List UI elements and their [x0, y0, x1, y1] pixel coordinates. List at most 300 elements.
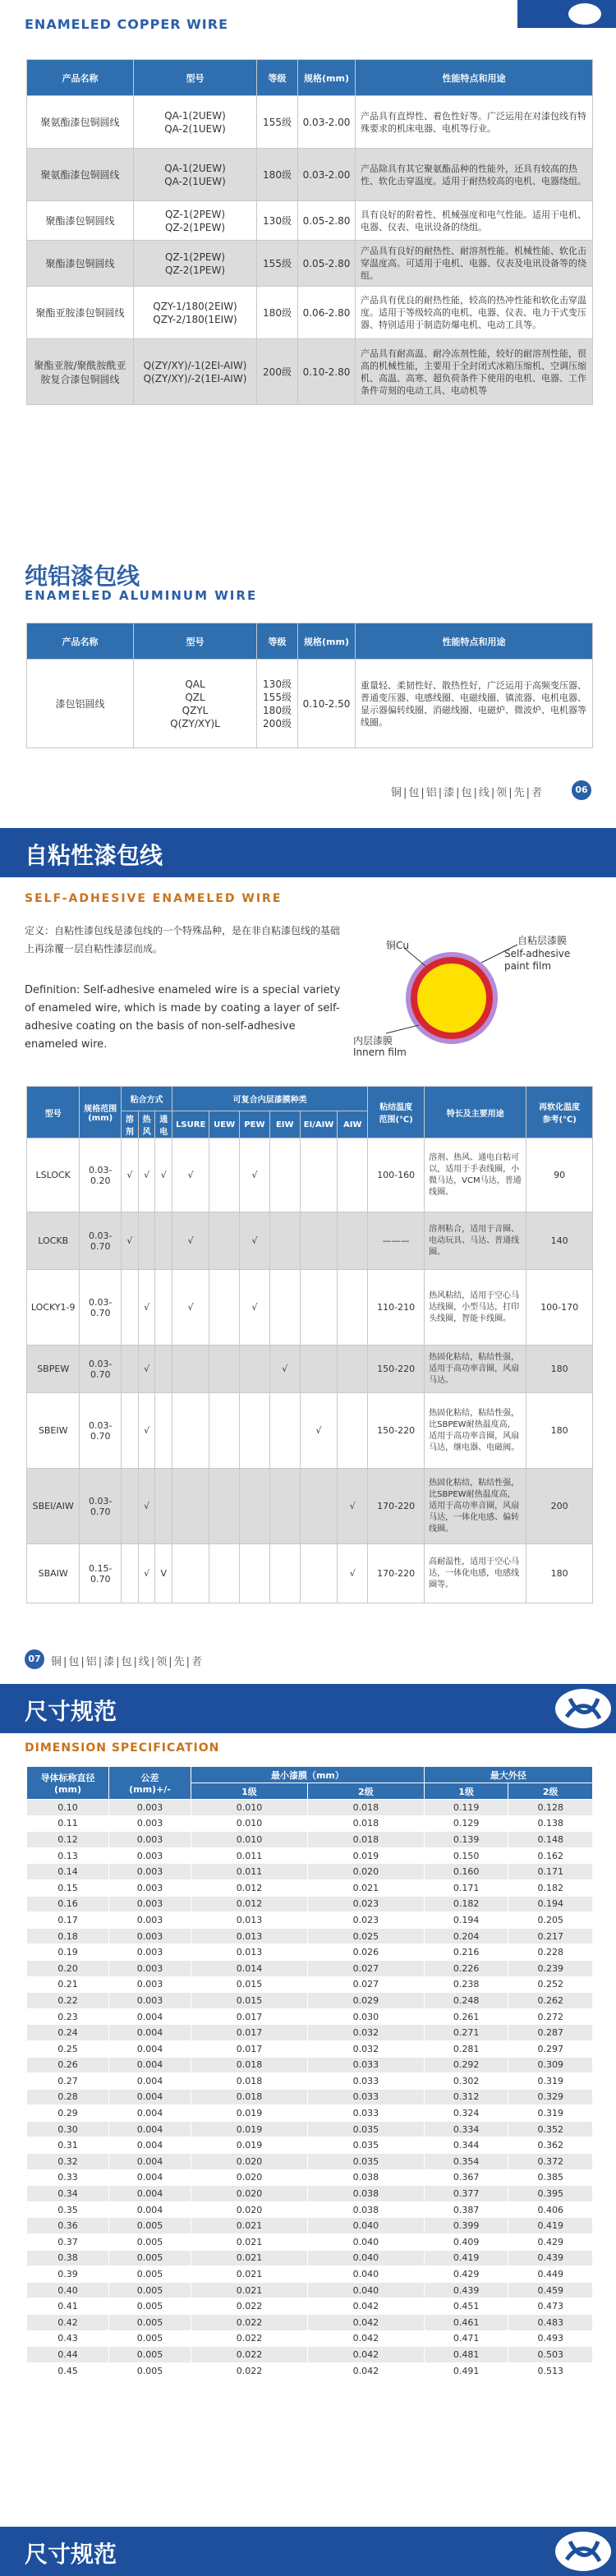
spec: 0.06-2.80 [298, 287, 356, 339]
max-od-grade-2: 0.239 [508, 1960, 593, 1976]
tolerance: 0.004 [109, 2008, 191, 2025]
header-range: 规格范围 (mm) [80, 1087, 122, 1138]
range: 0.03- 0.70 [80, 1212, 122, 1270]
spec: 0.05-2.80 [298, 241, 356, 287]
min-film-grade-1: 0.021 [191, 2218, 308, 2234]
grade: 130级 155级 180级 200级 [257, 660, 298, 748]
tolerance: 0.003 [109, 1944, 191, 1961]
description: 热固化粘结，粘结性强，比SBPEW耐热温度高，适用于高功率音圈，风扇马达，一体化电感、偏转线圈。 [425, 1469, 526, 1544]
footer-slogan-1: 铜|包|铝|漆|包|线|领|先|者 [391, 787, 545, 799]
model: Q(ZY/XY)/-1(2EI-AIW) Q(ZY/XY)/-2(1EI-AIW) [134, 339, 257, 405]
base-mark [338, 1138, 368, 1212]
max-od-grade-2: 0.252 [508, 1976, 593, 1993]
range: 0.03- 0.70 [80, 1469, 122, 1544]
header-base-1: UEW [209, 1111, 240, 1138]
dimension-banner-bottom [0, 2527, 616, 2576]
min-film-grade-1: 0.019 [191, 2121, 308, 2137]
diameter: 0.18 [27, 1928, 109, 1944]
header-soft: 再软化温度 参考(℃) [526, 1087, 593, 1138]
table-row [27, 2298, 593, 2315]
bond-temperature: 110-210 [368, 1270, 425, 1346]
max-od-grade-2: 0.329 [508, 2089, 593, 2105]
max-od-grade-2: 0.459 [508, 2282, 593, 2298]
header-max-od: 最大外径 [424, 1767, 592, 1783]
max-od-grade-1: 0.399 [424, 2218, 508, 2234]
bond-mark [122, 1544, 139, 1603]
max-od-grade-1: 0.261 [424, 2008, 508, 2025]
header-bond-group: 粘合方式 [122, 1087, 172, 1111]
min-film-grade-2: 0.018 [307, 1832, 424, 1848]
max-od-grade-1: 0.248 [424, 1993, 508, 2009]
product-name: 聚酯漆包铜圆线 [27, 201, 134, 241]
min-film-grade-2: 0.029 [307, 1993, 424, 2009]
tolerance: 0.004 [109, 2137, 191, 2154]
max-od-grade-1: 0.216 [424, 1944, 508, 1961]
table-row [27, 1800, 593, 1816]
model: LSLOCK [27, 1138, 80, 1212]
max-od-grade-2: 0.406 [508, 2201, 593, 2218]
max-od-grade-2: 0.319 [508, 2105, 593, 2122]
base-mark [338, 1346, 368, 1393]
bond-mark [122, 1270, 139, 1346]
range: 0.03- 0.70 [80, 1346, 122, 1393]
min-film-grade-2: 0.019 [307, 1847, 424, 1864]
bond-mark: √ [122, 1212, 139, 1270]
grade: 155级 [257, 96, 298, 149]
description: 溶剂、热风、通电自粘可以，适用于手表线圈，小微马达，VCM马达，普通线圈。 [425, 1138, 526, 1212]
tolerance: 0.003 [109, 1864, 191, 1880]
tolerance: 0.004 [109, 2040, 191, 2057]
model: LOCKB [27, 1212, 80, 1270]
base-mark [269, 1393, 300, 1469]
min-film-grade-1: 0.012 [191, 1896, 308, 1912]
base-mark: √ [269, 1346, 300, 1393]
min-film-grade-2: 0.038 [307, 2169, 424, 2186]
dimension-banner-title: 尺寸规范 [25, 1698, 117, 1725]
tolerance: 0.005 [109, 2218, 191, 2234]
table-row [27, 1544, 593, 1603]
max-od-grade-2: 0.439 [508, 2250, 593, 2266]
table-row [27, 2105, 593, 2122]
max-od-grade-1: 0.194 [424, 1912, 508, 1929]
table-row [27, 1393, 593, 1469]
min-film-grade-2: 0.033 [307, 2073, 424, 2090]
table-row [27, 1212, 593, 1270]
header-model: 型号 [27, 1087, 80, 1138]
spec: 0.05-2.80 [298, 201, 356, 241]
max-od-grade-2: 0.473 [508, 2298, 593, 2315]
min-film-grade-1: 0.011 [191, 1864, 308, 1880]
min-film-grade-2: 0.023 [307, 1896, 424, 1912]
grade: 155级 [257, 241, 298, 287]
product-name: 漆包铝圆线 [27, 660, 134, 748]
min-film-grade-2: 0.018 [307, 1800, 424, 1816]
model: QZ-1(2PEW) QZ-2(1PEW) [134, 241, 257, 287]
diameter: 0.31 [27, 2137, 109, 2154]
table-row [27, 2266, 593, 2283]
table-row [27, 149, 593, 201]
tolerance: 0.003 [109, 1832, 191, 1848]
max-od-grade-2: 0.217 [508, 1928, 593, 1944]
header-base-4: EI/AIW [300, 1111, 338, 1138]
table-row [27, 2201, 593, 2218]
resoftening-temperature: 100-170 [526, 1270, 593, 1346]
table-row [27, 2121, 593, 2137]
table-row [27, 1928, 593, 1944]
bond-mark [122, 1346, 139, 1393]
diameter: 0.38 [27, 2250, 109, 2266]
min-film-grade-1: 0.020 [191, 2201, 308, 2218]
header-temp: 粘结温度 范围(℃) [368, 1087, 425, 1138]
diameter: 0.30 [27, 2121, 109, 2137]
wire-cross-section-diagram [353, 936, 600, 1060]
base-mark: √ [240, 1270, 270, 1346]
base-mark [269, 1270, 300, 1346]
description: 产品具有直焊性、着色性好等。广泛运用在对漆包线有特殊要求的机床电器、电机等行业。 [356, 96, 593, 149]
base-mark [300, 1346, 338, 1393]
range: 0.03- 0.70 [80, 1270, 122, 1346]
header-bond-0: 溶剂 [122, 1111, 139, 1138]
diameter: 0.23 [27, 2008, 109, 2025]
bottom-banner-title: 尺寸规范 [25, 2541, 117, 2568]
grade: 200级 [257, 339, 298, 405]
diameter: 0.10 [27, 1800, 109, 1816]
header-tolerance: 公差 (mm)+/- [109, 1767, 191, 1800]
resoftening-temperature: 200 [526, 1469, 593, 1544]
model: QA-1(2UEW) QA-2(1UEW) [134, 96, 257, 149]
diameter: 0.25 [27, 2040, 109, 2057]
min-film-grade-1: 0.017 [191, 2008, 308, 2025]
tolerance: 0.004 [109, 2201, 191, 2218]
table-row [27, 2282, 593, 2298]
min-film-grade-1: 0.020 [191, 2169, 308, 2186]
diameter: 0.26 [27, 2057, 109, 2073]
max-od-grade-2: 0.272 [508, 2008, 593, 2025]
min-film-grade-1: 0.021 [191, 2250, 308, 2266]
label-inner-cn: 内层漆膜 [353, 1035, 393, 1046]
tolerance: 0.003 [109, 1800, 191, 1816]
max-od-grade-2: 0.128 [508, 1800, 593, 1816]
min-film-grade-1: 0.013 [191, 1944, 308, 1961]
min-film-grade-1: 0.022 [191, 2362, 308, 2379]
brand-logo [509, 2527, 616, 2576]
max-od-grade-1: 0.334 [424, 2121, 508, 2137]
table-row [27, 1896, 593, 1912]
max-od-grade-2: 0.148 [508, 1832, 593, 1848]
tolerance: 0.003 [109, 1960, 191, 1976]
aluminum-header-row [27, 623, 593, 660]
diameter: 0.14 [27, 1864, 109, 1880]
base-mark [269, 1138, 300, 1212]
max-od-grade-2: 0.429 [508, 2234, 593, 2251]
bond-mark [155, 1393, 172, 1469]
table-row [27, 2089, 593, 2105]
base-mark [172, 1544, 209, 1603]
table-row [27, 2025, 593, 2041]
min-film-grade-1: 0.012 [191, 1879, 308, 1896]
resoftening-temperature: 180 [526, 1346, 593, 1393]
diameter: 0.44 [27, 2347, 109, 2363]
tolerance: 0.004 [109, 2169, 191, 2186]
max-od-grade-2: 0.228 [508, 1944, 593, 1961]
min-film-grade-1: 0.010 [191, 1800, 308, 1816]
model: LOCKY1-9 [27, 1270, 80, 1346]
min-film-grade-1: 0.021 [191, 2266, 308, 2283]
model: SBPEW [27, 1346, 80, 1393]
table-row [27, 2008, 593, 2025]
max-od-grade-1: 0.409 [424, 2234, 508, 2251]
tolerance: 0.005 [109, 2362, 191, 2379]
max-od-grade-1: 0.150 [424, 1847, 508, 1864]
diameter: 0.29 [27, 2105, 109, 2122]
header-base-0: LSURE [172, 1111, 209, 1138]
tolerance: 0.004 [109, 2154, 191, 2170]
definition-en: Definition: Self-adhesive enameled wire is a special variety of enameled wire, which is made by coating a layer of self-adhesive coating on the basis of non-self-adhesive enameled wire. [25, 984, 341, 1051]
max-od-grade-2: 0.205 [508, 1912, 593, 1929]
diameter: 0.16 [27, 1896, 109, 1912]
max-od-grade-1: 0.344 [424, 2137, 508, 2154]
table-row [27, 2234, 593, 2251]
dimension-banner [0, 1684, 616, 1733]
table-row [27, 2073, 593, 2090]
range: 0.03- 0.70 [80, 1393, 122, 1469]
max-od-grade-2: 0.385 [508, 2169, 593, 2186]
max-od-grade-1: 0.171 [424, 1879, 508, 1896]
description: 产品具有良好的耐热性、耐溶剂性能、机械性能、软化击穿温度高。可适用于电机、电器、仪表及电讯设备等的绕组。 [356, 241, 593, 287]
bond-temperature: ——— [368, 1212, 425, 1270]
bond-mark: √ [138, 1138, 155, 1212]
bond-mark: √ [138, 1544, 155, 1603]
page-number-1: 06 [572, 780, 591, 800]
header-base-2: PEW [240, 1111, 270, 1138]
min-film-grade-2: 0.040 [307, 2266, 424, 2283]
diameter: 0.39 [27, 2266, 109, 2283]
tolerance: 0.003 [109, 1912, 191, 1929]
diameter: 0.43 [27, 2330, 109, 2347]
max-od-grade-1: 0.302 [424, 2073, 508, 2090]
max-od-grade-1: 0.139 [424, 1832, 508, 1848]
base-mark [338, 1270, 368, 1346]
base-mark: √ [240, 1212, 270, 1270]
table-row [27, 2347, 593, 2363]
header-grade-2: 2级 [508, 1783, 593, 1800]
table-row [27, 1864, 593, 1880]
header-product-name: 产品名称 [27, 623, 134, 660]
max-od-grade-2: 0.262 [508, 1993, 593, 2009]
bond-mark: √ [122, 1138, 139, 1212]
tolerance: 0.003 [109, 1928, 191, 1944]
description: 产品除具有其它聚氨酯品种的性能外，还具有较高的热性、软化击穿温度。适用于耐热较高的电机、电器绕组。 [356, 149, 593, 201]
model: SBEIW [27, 1393, 80, 1469]
max-od-grade-2: 0.309 [508, 2057, 593, 2073]
min-film-grade-1: 0.021 [191, 2234, 308, 2251]
min-film-grade-2: 0.032 [307, 2040, 424, 2057]
min-film-grade-1: 0.015 [191, 1976, 308, 1993]
tolerance: 0.004 [109, 2121, 191, 2137]
base-mark: √ [338, 1469, 368, 1544]
header-spec: 规格(mm) [298, 60, 356, 96]
tolerance: 0.005 [109, 2330, 191, 2347]
min-film-grade-2: 0.033 [307, 2089, 424, 2105]
tolerance: 0.005 [109, 2234, 191, 2251]
max-od-grade-1: 0.429 [424, 2266, 508, 2283]
min-film-grade-2: 0.038 [307, 2186, 424, 2202]
max-od-grade-2: 0.352 [508, 2121, 593, 2137]
max-od-grade-1: 0.182 [424, 1896, 508, 1912]
label-copper: 铜Cu [386, 940, 409, 951]
header-base-3: EIW [269, 1111, 300, 1138]
label-self-adhesive-en: Self-adhesive paint film [504, 948, 571, 972]
description: 热风粘结，适用于空心马达线圈，小型马达，打印头线圈，智能卡线圈。 [425, 1270, 526, 1346]
header-base-group: 可复合内层漆膜种类 [172, 1087, 368, 1111]
tolerance: 0.003 [109, 1879, 191, 1896]
spec: 0.03-2.00 [298, 149, 356, 201]
min-film-grade-2: 0.035 [307, 2121, 424, 2137]
diameter: 0.15 [27, 1879, 109, 1896]
table-row [27, 1879, 593, 1896]
header-diameter: 导体标称直径 (mm) [27, 1767, 109, 1800]
max-od-grade-2: 0.138 [508, 1815, 593, 1832]
max-od-grade-1: 0.312 [424, 2089, 508, 2105]
max-od-grade-1: 0.451 [424, 2298, 508, 2315]
model: QAL QZL QZYL Q(ZY/XY)L [134, 660, 257, 748]
bond-mark [155, 1346, 172, 1393]
base-mark [209, 1346, 240, 1393]
header-grade-2: 2级 [307, 1783, 424, 1800]
table-row [27, 1815, 593, 1832]
min-film-grade-2: 0.038 [307, 2201, 424, 2218]
diameter: 0.11 [27, 1815, 109, 1832]
base-mark [240, 1544, 270, 1603]
resoftening-temperature: 180 [526, 1393, 593, 1469]
min-film-grade-2: 0.042 [307, 2362, 424, 2379]
tolerance: 0.003 [109, 1976, 191, 1993]
max-od-grade-1: 0.367 [424, 2169, 508, 2186]
min-film-grade-2: 0.033 [307, 2057, 424, 2073]
max-od-grade-1: 0.129 [424, 1815, 508, 1832]
table-row [27, 2315, 593, 2331]
bond-temperature: 150-220 [368, 1393, 425, 1469]
tolerance: 0.004 [109, 2057, 191, 2073]
brand-logo [509, 1684, 616, 1733]
tolerance: 0.004 [109, 2186, 191, 2202]
max-od-grade-1: 0.471 [424, 2330, 508, 2347]
table-row [27, 1976, 593, 1993]
diameter: 0.33 [27, 2169, 109, 2186]
table-row [27, 1912, 593, 1929]
table-row [27, 1346, 593, 1393]
min-film-grade-1: 0.010 [191, 1815, 308, 1832]
table-row [27, 2137, 593, 2154]
max-od-grade-1: 0.226 [424, 1960, 508, 1976]
tolerance: 0.005 [109, 2315, 191, 2331]
bond-mark [122, 1469, 139, 1544]
max-od-grade-2: 0.483 [508, 2315, 593, 2331]
header-features: 性能特点和用途 [356, 60, 593, 96]
base-mark [338, 1212, 368, 1270]
aluminum-title-en: ENAMELED ALUMINUM WIRE [25, 588, 258, 603]
min-film-grade-1: 0.022 [191, 2315, 308, 2331]
min-film-grade-2: 0.040 [307, 2282, 424, 2298]
min-film-grade-2: 0.040 [307, 2218, 424, 2234]
max-od-grade-1: 0.491 [424, 2362, 508, 2379]
max-od-grade-1: 0.419 [424, 2250, 508, 2266]
model: SBAIW [27, 1544, 80, 1603]
copper-section-title: ENAMELED COPPER WIRE [25, 16, 228, 32]
table-row [27, 241, 593, 287]
tolerance: 0.003 [109, 1847, 191, 1864]
max-od-grade-2: 0.419 [508, 2218, 593, 2234]
max-od-grade-2: 0.372 [508, 2154, 593, 2170]
max-od-grade-2: 0.297 [508, 2040, 593, 2057]
bond-temperature: 150-220 [368, 1346, 425, 1393]
diameter: 0.28 [27, 2089, 109, 2105]
max-od-grade-1: 0.271 [424, 2025, 508, 2041]
model: QZY-1/180(2EIW) QZY-2/180(1EIW) [134, 287, 257, 339]
max-od-grade-2: 0.513 [508, 2362, 593, 2379]
min-film-grade-1: 0.015 [191, 1993, 308, 2009]
bond-mark: V [155, 1544, 172, 1603]
description: 产品具有优良的耐热性能，较高的热冲性能和软化击穿温度。适用于等级较高的电机、电器、仪表、电力干式变压器、特别适用于制造防爆电机、电动工具等。 [356, 287, 593, 339]
base-mark: √ [172, 1270, 209, 1346]
product-name: 聚酯漆包铜圆线 [27, 241, 134, 287]
aluminum-title-cn: 纯铝漆包线 [25, 563, 140, 590]
model: SBEI/AIW [27, 1469, 80, 1544]
table-row [27, 2218, 593, 2234]
diameter: 0.32 [27, 2154, 109, 2170]
base-mark [300, 1469, 338, 1544]
table-row [27, 1469, 593, 1544]
table-row [27, 2186, 593, 2202]
max-od-grade-2: 0.162 [508, 1847, 593, 1864]
diameter: 0.24 [27, 2025, 109, 2041]
base-mark [209, 1469, 240, 1544]
bond-mark: √ [138, 1346, 155, 1393]
max-od-grade-2: 0.171 [508, 1864, 593, 1880]
description: 产品具有耐高温、耐冷冻剂性能，较好的耐溶剂性能，很高的机械性能，主要用于全封闭式冰箱压缩机、空调压缩机、高温、高寒、超负荷条件下使用的电机、电器、工作条件苛刻的电动工具、电动机等 [356, 339, 593, 405]
header-grade: 等级 [257, 623, 298, 660]
diameter: 0.22 [27, 1993, 109, 2009]
diameter: 0.12 [27, 1832, 109, 1848]
base-mark [269, 1212, 300, 1270]
min-film-grade-2: 0.033 [307, 2105, 424, 2122]
tolerance: 0.005 [109, 2298, 191, 2315]
bond-temperature: 100-160 [368, 1138, 425, 1212]
max-od-grade-1: 0.377 [424, 2186, 508, 2202]
header-product-name: 产品名称 [27, 60, 134, 96]
min-film-grade-2: 0.023 [307, 1912, 424, 1929]
diameter: 0.42 [27, 2315, 109, 2331]
max-od-grade-1: 0.238 [424, 1976, 508, 1993]
max-od-grade-2: 0.362 [508, 2137, 593, 2154]
min-film-grade-1: 0.020 [191, 2154, 308, 2170]
max-od-grade-2: 0.319 [508, 2073, 593, 2090]
tolerance: 0.004 [109, 2073, 191, 2090]
min-film-grade-1: 0.017 [191, 2025, 308, 2041]
header-bond-1: 热风 [138, 1111, 155, 1138]
table-row [27, 201, 593, 241]
diameter: 0.37 [27, 2234, 109, 2251]
product-name: 聚氨酯漆包铜圆线 [27, 149, 134, 201]
base-mark [269, 1544, 300, 1603]
base-mark: √ [300, 1393, 338, 1469]
diameter: 0.34 [27, 2186, 109, 2202]
min-film-grade-1: 0.022 [191, 2347, 308, 2363]
table-row [27, 1847, 593, 1864]
tolerance: 0.004 [109, 2025, 191, 2041]
min-film-grade-1: 0.019 [191, 2137, 308, 2154]
range: 0.15- 0.70 [80, 1544, 122, 1603]
